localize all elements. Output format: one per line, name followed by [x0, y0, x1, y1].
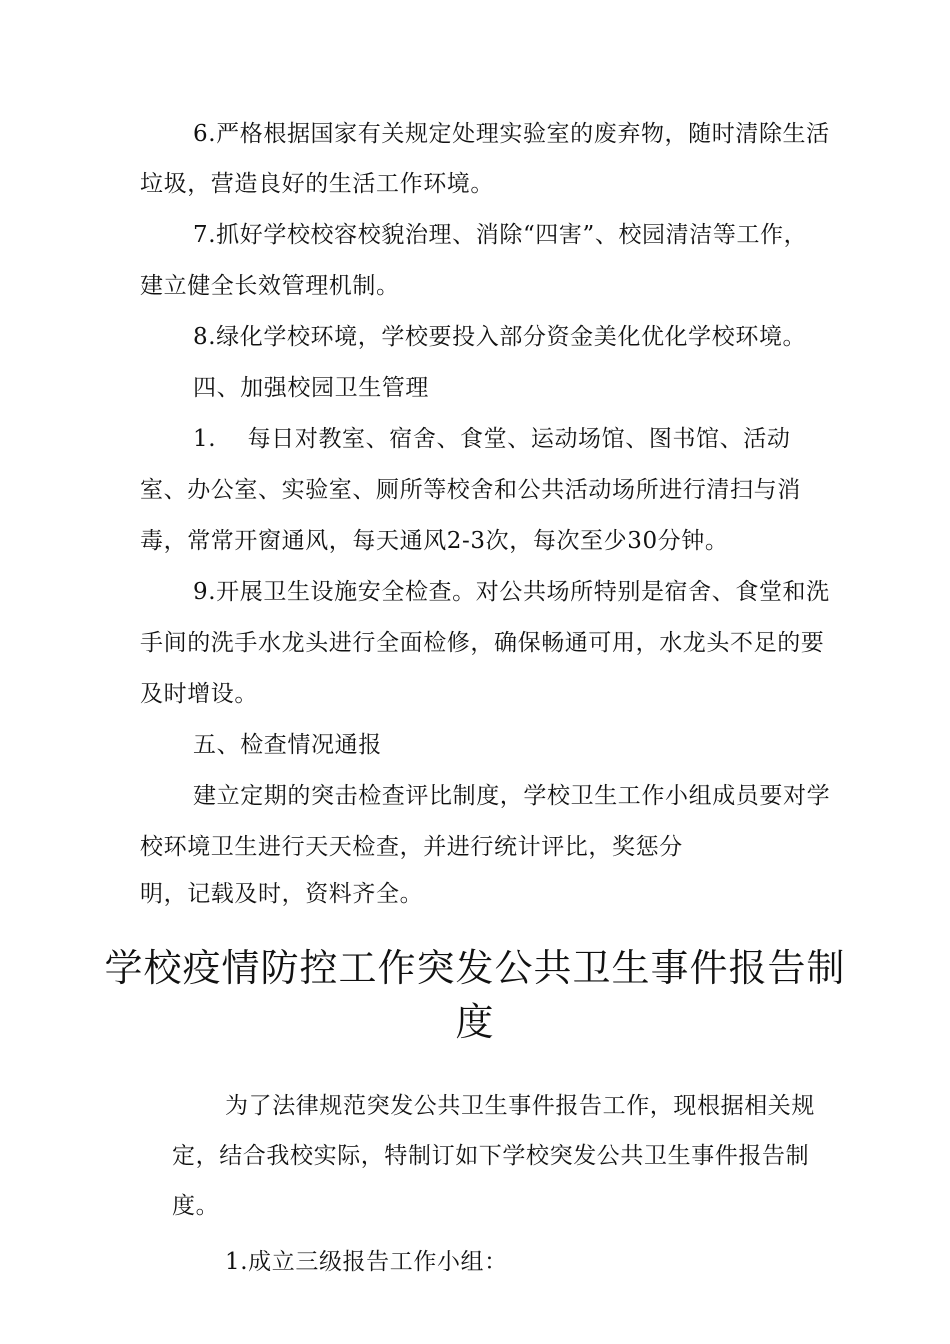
paragraph-line: 及时增设。 — [140, 681, 258, 707]
paragraph-line: 建立健全长效管理机制。 — [140, 273, 400, 299]
paragraph-line: 建立定期的突击检查评比制度，学校卫生工作小组成员要对学 — [193, 783, 831, 809]
paragraph-line: 手间的洗手水龙头进行全面检修，确保畅通可用，水龙头不足的要 — [140, 630, 825, 656]
paragraph-line: 毒，常常开窗通风，每天通风2-3次，每次至少30分钟。 — [140, 528, 729, 554]
paragraph-line: 6.严格根据国家有关规定处理实验室的废弃物，随时清除生活 — [193, 121, 830, 147]
paragraph-line: 明，记载及时，资料齐全。 — [140, 881, 424, 907]
section-heading: 四、加强校园卫生管理 — [193, 375, 429, 401]
paragraph-line: 校环境卫生进行天天检查，并进行统计评比，奖惩分 — [140, 834, 683, 860]
section-heading: 五、检查情况通报 — [193, 732, 382, 758]
list-item: 1.成立三级报告工作小组： — [225, 1249, 508, 1275]
paragraph-line: 度。 — [172, 1193, 220, 1219]
document-title-line-2: 度 — [455, 1000, 495, 1044]
paragraph-line: 室、办公室、实验室、厕所等校舍和公共活动场所进行清扫与消 — [140, 477, 801, 503]
paragraph-line: 定，结合我校实际，特制订如下学校突发公共卫生事件报告制 — [172, 1143, 810, 1169]
paragraph-line: 为了法律规范突发公共卫生事件报告工作，现根据相关规 — [225, 1093, 815, 1119]
document-title-line-1: 学校疫情防控工作突发公共卫生事件报告制 — [104, 946, 846, 990]
paragraph-line: 1. 每日对教室、宿舍、食堂、运动场馆、图书馆、活动 — [193, 426, 791, 452]
paragraph-line: 7.抓好学校校容校貌治理、消除“四害”、校园清洁等工作， — [193, 222, 808, 248]
paragraph-line: 9.开展卫生设施安全检查。对公共场所特别是宿舍、食堂和洗 — [193, 579, 830, 605]
paragraph-line: 8.绿化学校环境，学校要投入部分资金美化优化学校环境。 — [193, 324, 807, 350]
paragraph-line: 垃圾，营造良好的生活工作环境。 — [140, 171, 494, 197]
